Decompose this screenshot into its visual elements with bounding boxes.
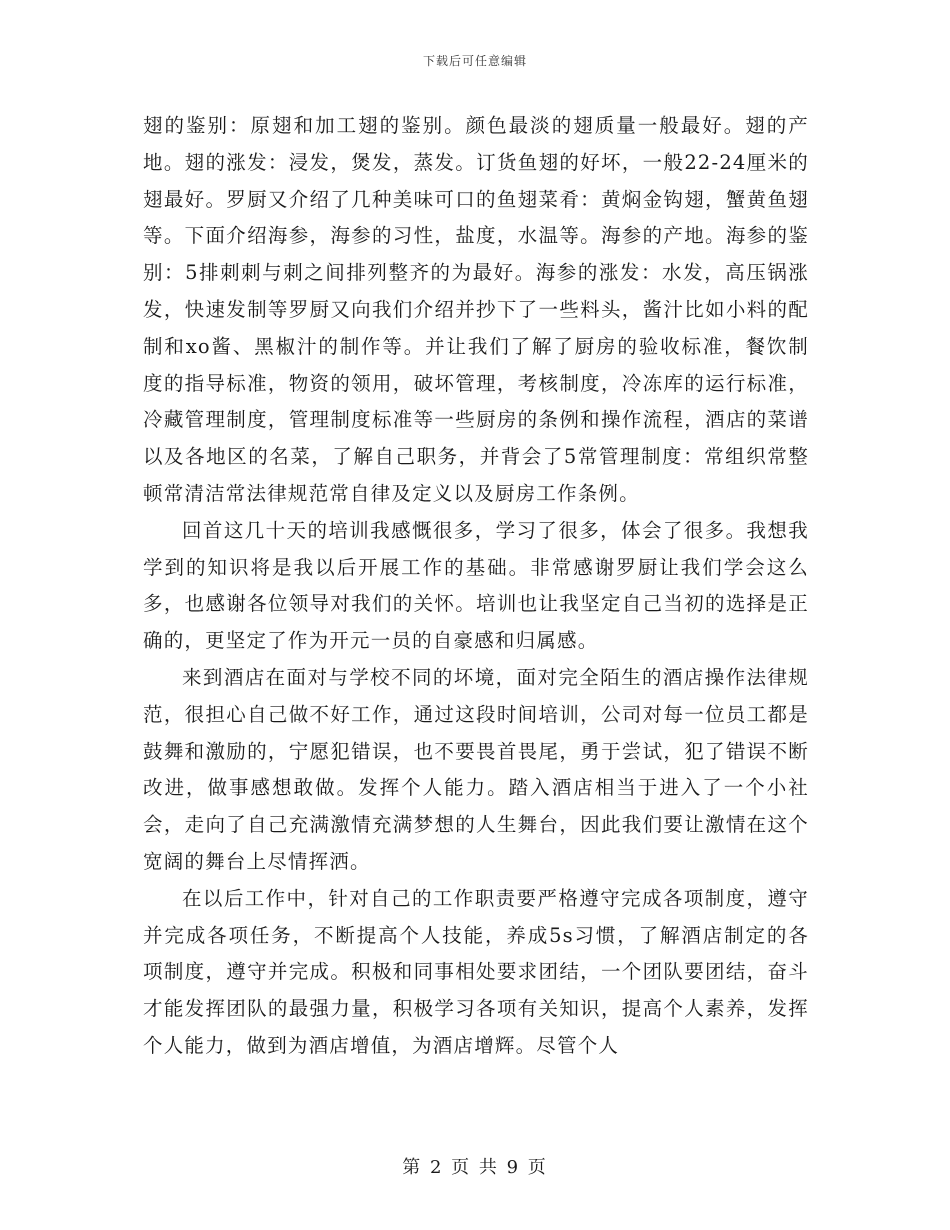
page-number-footer: 第 2 页 共 9 页 (402, 1157, 548, 1178)
document-body (143, 108, 809, 1065)
paragraph-4: 在以后工作中，针对自己的工作职责要严格遵守完成各项制度，遵守并完成各项任务，不断提高个人技能，养成5s习惯，了解酒店制定的各项制度，遵守并完成。积极和同事相处要求团结，一个团队要团结，奋斗才能发挥团队的最强力量，积极学习各项有关知识，提高个人素养，发挥个人能力，做到为酒店增值，为酒店增辉。尽管个人 (143, 886, 809, 1057)
paragraph-1: 翅的鉴别：原翅和加工翅的鉴别。颜色最淡的翅质量一般最好。翅的产地。翅的涨发：浸发，煲发，蒸发。订货鱼翅的好坏，一般22-24厘米的翅最好。罗厨又介绍了几种美味可口的鱼翅菜肴：黄焖金钩翅，蟹黄鱼翅等。下面介绍海参，海参的习性，盐度，水温等。海参的产地。海参的鉴别：5排刺刺与刺之间排列整齐的为最好。海参的涨发：水发，高压锅涨发，快速发制等罗厨又向我们介绍并抄下了一些料头，酱汁比如小料的配制和xo酱、黑椒汁的制作等。并让我们了解了厨房的验收标准，餐饮制度的指导标准，物资的领用，破坏管理，考核制度，冷冻库的运行标准，冷藏管理制度，管理制度标准等一些厨房的条例和操作流程，酒店的菜谱以及各地区的名菜，了解自己职务，并背会了5常管理制度：常组织常整顿常清洁常法律规范常自律及定义以及厨房工作条例。 (143, 114, 809, 505)
paragraph-2: 回首这几十天的培训我感慨很多，学习了很多，体会了很多。我想我学到的知识将是我以后开展工作的基础。非常感谢罗厨让我们学会这么多，也感谢各位领导对我们的关怀。培训也让我坚定自己当初的选择是正确的，更坚定了作为开元一员的自豪感和归属感。 (143, 518, 809, 653)
page-header: 下载后可任意编辑 (422, 54, 527, 68)
paragraph-3: 来到酒店在面对与学校不同的坏境，面对完全陌生的酒店操作法律规范，很担心自己做不好工作，通过这段时间培训，公司对每一位员工都是鼓舞和激励的，宁愿犯错误，也不要畏首畏尾，勇于尝试，犯了错误不断改进，做事感想敢做。发挥个人能力。踏入酒店相当于进入了一个小社会，走向了自己充满激情充满梦想的人生舞台，因此我们要让激情在这个宽阔的舞台上尽情挥洒。 (143, 665, 809, 873)
